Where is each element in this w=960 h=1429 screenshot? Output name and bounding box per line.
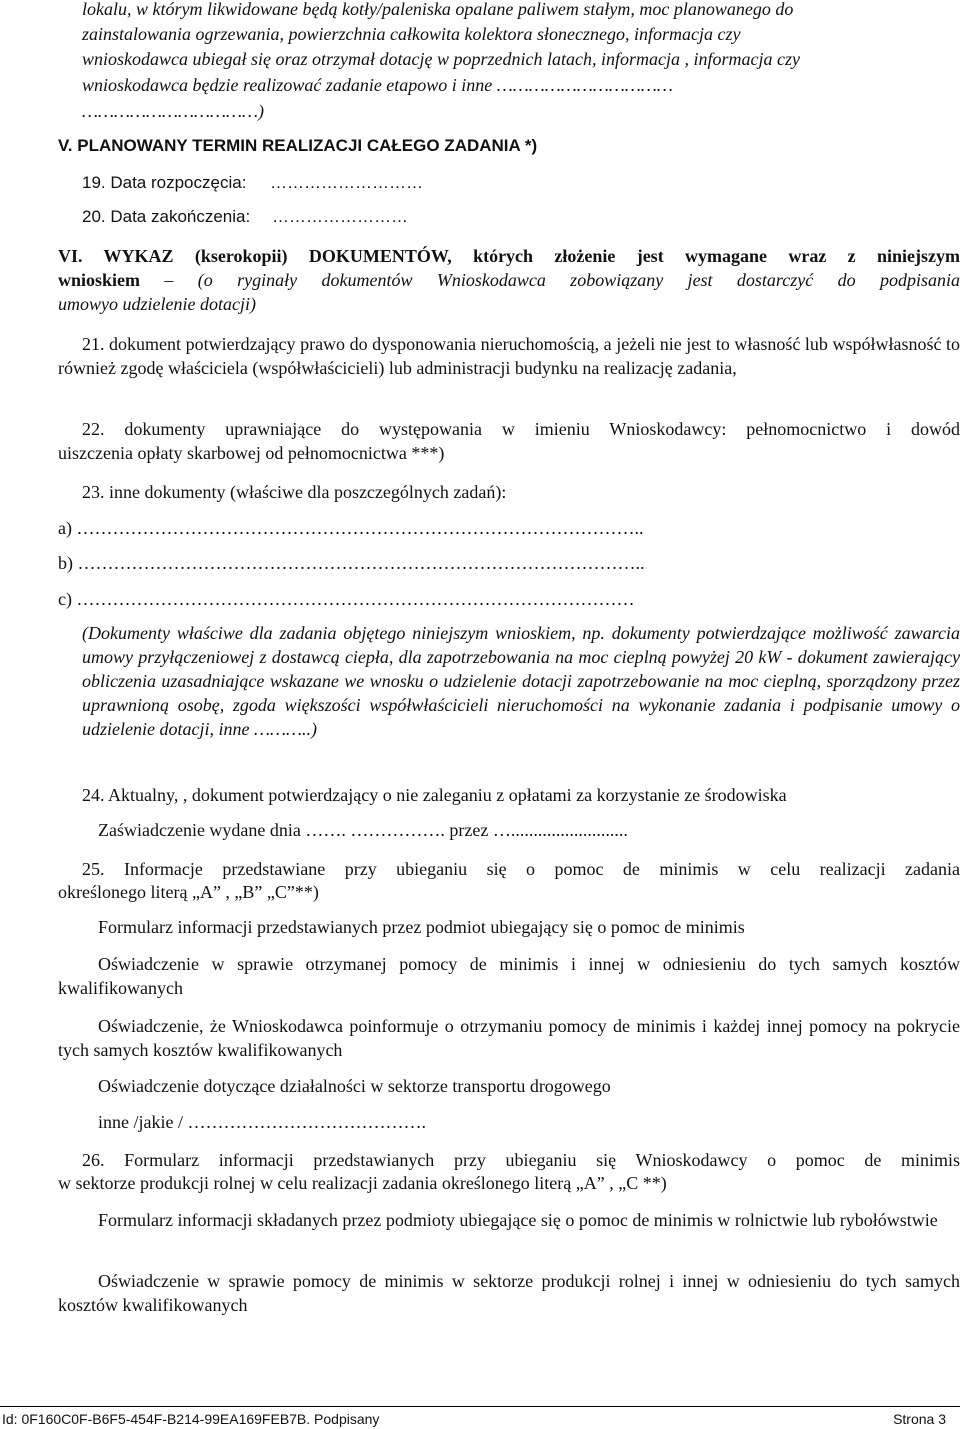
- item-25-check-5-label: inne /jakie / ………………………………….: [98, 1112, 426, 1132]
- item-23: 23. inne dokumenty (właściwe dla poszczególnych zadań):: [82, 482, 507, 502]
- item-25-check-1-label: Formularz informacji przedstawianych przez podmiot ubiegający się o pomoc de minimis: [98, 917, 745, 937]
- intro-line-3: wnioskodawca ubiegał się oraz otrzymał dotację w poprzednich latach, informacja , informacja czy: [82, 49, 800, 69]
- item-24-checkbox-row: [82, 818, 628, 842]
- page-number: Strona 3: [893, 1411, 946, 1427]
- item-22-line-1: 22. dokumenty uprawniające do występowania w imieniu Wnioskodawcy: pełnomocnictwo i dowód: [82, 419, 960, 439]
- item-26-line-2: w sektorze produkcji rolnej w celu realizacji zadania określonego literą „A” , „C **): [58, 1173, 667, 1193]
- item-25-check-3-label: Oświadczenie, że Wnioskodawca poinformuje o otrzymaniu pomocy de minimis i każdej innej pomocy na pokrycie tych samych kosztów kwalifikowanych: [58, 1016, 960, 1060]
- end-date-dots: ……………………: [272, 207, 408, 226]
- wnioskiem-bold: wnioskiem: [58, 270, 141, 290]
- item-25-check-1: [82, 915, 745, 939]
- item-25-check-2: [58, 952, 960, 1000]
- other-doc-b: b) …………………………………………………………………………………..: [58, 553, 645, 573]
- item-24-checkbox-label: Zaświadczenie wydane dnia ……. ……………. przez …..........................: [98, 820, 628, 840]
- item-26-check-1-label: Formularz informacji składanych przez podmioty ubiegające się o pomoc de minimis w rolnictwie lub rybołówstwie: [98, 1210, 938, 1230]
- other-doc-a: a) …………………………………………………………………………………..: [58, 518, 644, 538]
- section-v-title: V. PLANOWANY TERMIN REALIZACJI CAŁEGO ZADANIA *): [58, 136, 538, 155]
- item-25-check-3: [58, 1014, 960, 1062]
- item-25-check-2-label: Oświadczenie w sprawie otrzymanej pomocy de minimis i innej w odniesieniu do tych samych kosztów kwalifikowanych: [58, 954, 960, 998]
- end-date-label: 20. Data zakończenia:: [82, 207, 251, 226]
- item-25-check-4: [82, 1074, 611, 1098]
- start-date-dots: ………………………: [270, 173, 423, 192]
- section-vi-line-2: [58, 268, 960, 292]
- intro-line-5: ……………………………): [82, 101, 265, 121]
- other-doc-c: c) …………………………………………………………………………………: [58, 589, 635, 609]
- intro-line-2: zainstalowania ogrzewania, powierzchnia całkowita kolektora słonecznego, informacja czy: [82, 24, 741, 44]
- item-25-check-5: [82, 1110, 426, 1134]
- intro-line-4: wnioskodawca będzie realizować zadanie etapowo i inne ……………………………: [82, 75, 673, 95]
- documents-note: (Dokumenty właściwe dla zadania objętego niniejszym wnioskiem, np. dokumenty potwierdzające możliwość zawarcia umowy przyłączeniowej z dostawcą ciepła, dla zapotrzebowania na moc cieplną powyżej 20 kW - dokument zawierający obliczenia uzasadniające wskazane we wnosku o udzielenie dotacji zapotrzebowanie na moc cieplną, sporządzony przez uprawnioną osobę, zgoda większości współwłaścicieli nieruchomości na wykonanie zadania i podpisanie umowy o udzielenie dotacji, inne ………..): [82, 623, 960, 739]
- item-22-line-2: uiszczenia opłaty skarbowej od pełnomocnictwa ***): [58, 443, 445, 463]
- item-21: 21. dokument potwierdzający prawo do dysponowania nieruchomością, a jeżeli nie jest to własność lub współwłasność to również zgodę właściciela (współwłaścicieli) lub administracji budynku na realizację zadania,: [58, 334, 960, 378]
- page-footer: [0, 1406, 960, 1429]
- intro-line-1: lokalu, w którym likwidowane będą kotły/paleniska opalane paliwem stałym, moc planowanego do: [82, 0, 794, 19]
- item-26-check-1: [58, 1208, 960, 1232]
- item-26-line-1: 26. Formularz informacji przedstawianych przy ubieganiu się Wnioskodawcy o pomoc de minimis: [82, 1150, 960, 1170]
- item-26-check-2-label: Oświadczenie w sprawie pomocy de minimis w sektorze produkcji rolnej i innej w odniesieniu do tych samych kosztów kwalifikowanych: [58, 1271, 960, 1315]
- start-date-label: 19. Data rozpoczęcia:: [82, 173, 247, 192]
- item-26-check-2: [58, 1269, 960, 1317]
- section-vi-line-3: umowyo udzielenie dotacji): [58, 294, 256, 314]
- section-vi-title: VI. WYKAZ (kserokopii) DOKUMENTÓW, których złożenie jest wymagane wraz z niniejszym: [58, 246, 960, 266]
- document-id: Id: 0F160C0F-B6F5-454F-B214-99EA169FEB7B. Podpisany: [2, 1411, 380, 1427]
- section-vi-line-2-rest: – (o ryginały dokumentów Wnioskodawca zobowiązany jest dostarczyć do podpisania: [140, 270, 960, 290]
- item-25-check-4-label: Oświadczenie dotyczące działalności w sektorze transportu drogowego: [98, 1076, 611, 1096]
- item-24: 24. Aktualny, , dokument potwierdzający o nie zaleganiu z opłatami za korzystanie ze środowiska: [82, 785, 787, 805]
- item-25-line-1: 25. Informacje przedstawiane przy ubieganiu się o pomoc de minimis w celu realizacji zadania: [82, 859, 960, 879]
- item-25-line-2: określonego literą „A” , „B” „C”**): [58, 882, 319, 902]
